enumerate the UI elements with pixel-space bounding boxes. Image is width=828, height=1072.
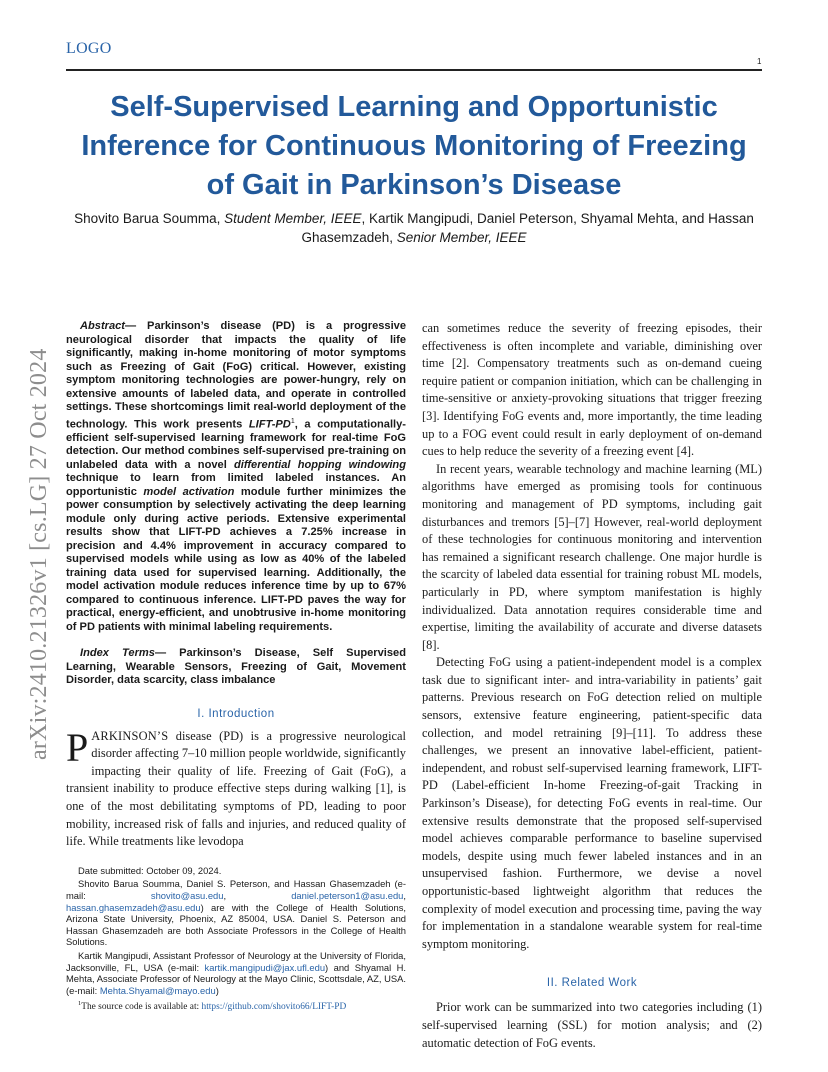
fn1-text-c: ,: [403, 890, 406, 902]
lift-pd-term: LIFT-PD: [248, 418, 291, 431]
email-link-mehta[interactable]: Mehta.Shyamal@mayo.edu: [99, 984, 216, 996]
right-body: [422, 320, 762, 953]
index-terms-text: — Parkinson’s Disease, Self Supervised Learning, Wearable Sensors, Freezing of Gait, Movement Disorder, data scarcity, class imbalance: [66, 647, 406, 687]
paragraph-3: Detecting FoG using a patient-independent model is a complex task due to significant inter- and intra-variability in patients’ gait patterns. Previous research on FoG detection relied on multiple sensors, extensive feature engineering, patient-specific data collection, and model retraining [9]–[11]. To address these challenges, we present an innovative label-efficient, patient-independent, and robust self-supervised learning framework, LIFT-PD (Label-efficient In-home Freezing-of-gait Tracking in Parkinson’s Disease), for detecting FoG events in real-time. Our extensive results demonstrate that the proposed self-supervised model achieves comparable performance to baseline supervised models, despite using much fewer labeled instances and in an unsupervised fashion. Furthermore, we devise a novel opportunistic-based lightweight algorithm that reduces the complexity of model execution and processing time, paving the way for implementation in a standalone wearable system for real-time symptom monitoring.: [422, 655, 762, 951]
abstract-text-4: module further minimizes the power consumption by selectively activating the deep learning module only during active periods. Extensive experimental results show that LIFT-PD achieves a 7.25% increase in precision and 4.4% improvement in accuracy compared to supervised models while using as low as 40% of the labeled training data used for supervised learning. Additionally, the model activation module reduces inference time by up to 67% compared to continuous inference. LIFT-PD paves the way for practical, energy-efficient, and unobtrusive in-home monitoring of PD patients with minimal labeling requirements.: [66, 485, 406, 633]
paragraph-2: In recent years, wearable technology and machine learning (ML) algorithms have emerged as promising tools for continuous monitoring and management of PD symptoms, including gait disturbances and tremors [5]–[7] However, real-world deployment of these technologies for continuous monitoring and intervention has remained a significant research challenge. One major hurdle is the scarcity of labeled data essential for training robust ML models, particularly in PD, where symptom manifestation is highly individualized. Data annotation requires considerable time and expertise, limiting the availability of accurate and diverse datasets [8].: [422, 461, 762, 652]
author-text-1: Shovito Barua Soumma,: [74, 211, 225, 226]
email-link-peterson[interactable]: daniel.peterson1@asu.edu: [291, 890, 404, 902]
introduction-body: [66, 724, 406, 851]
email-link-mangipudi[interactable]: kartik.mangipudi@jax.ufl.edu: [204, 961, 326, 973]
index-terms: [66, 647, 406, 688]
fn2-text-a: Kartik Mangipudi, Assistant Professor of Neurology at the University of Florida, Jacksonville, FL, USA (e-mail:: [66, 950, 406, 973]
source-footnote-marker: 1: [78, 1000, 82, 1008]
footnote-date: Date submitted: October 09, 2024.: [78, 864, 222, 876]
footnote-source-code: [66, 998, 406, 1014]
paragraph-4: Prior work can be summarized into two categories including (1) self-supervised learning (SSL) for motion analysis; and (2) automatic detection of FoG events.: [422, 1000, 762, 1050]
section-heading-related-work: II. Related Work: [546, 977, 638, 990]
author-role-2: Senior Member, IEEE: [396, 229, 527, 245]
index-terms-lead: Index Terms: [80, 647, 155, 660]
author-text-2: , Kartik Mangipudi, Daniel Peterson, Shyamal Mehta, and Hassan Ghasemzadeh,: [301, 211, 754, 245]
related-work-body: [422, 999, 762, 1052]
email-link-ghasemzadeh[interactable]: hassan.ghasemzadeh@asu.edu: [66, 901, 201, 913]
journal-logo: LOGO: [66, 40, 112, 57]
abstract-text-3: technique to learn from limited labeled instances. An opportunistic: [66, 472, 406, 498]
fn1-text-b: ,: [223, 890, 292, 902]
drop-cap: P: [66, 724, 89, 770]
fn1-text-a: Shovito Barua Soumma, Daniel S. Peterson, and Hassan Ghasemzadeh (e-mail:: [66, 878, 406, 902]
fn2-text-b: ) and Shyamal H. Mehta, Associate Professor of Neurology at the Mayo Clinic, Scottsdale, AZ, USA. (e-mail:: [66, 961, 406, 996]
paragraph-1: can sometimes reduce the severity of freezing episodes, their effectiveness is often incomplete and variable, diminishing over time [2]. Compensatory treatments such as on-demand cueing require patient or companion initiation, which can be challenging in time-sensitive or anxiety-provoking situations that trigger freezing [3]. Identifying FoG events and, more importantly, the time leading up to a FOG event could result in early deployment of on-demand cues to help reduce the severity of a freezing event [4].: [422, 321, 762, 459]
abstract-text-2: , a computationally-efficient self-supervised learning framework for real-time FoG detection. Our method combines self-supervised pre-training on unlabeled data with a novel: [66, 418, 406, 471]
abstract: [66, 320, 406, 634]
abstract-lead: Abstract: [80, 320, 126, 332]
left-column: [66, 320, 406, 1016]
paper-title: Self-Supervised Learning and Opportunistic Inference for Continuous Monitoring of Freezing of Gait in Parkinson’s Disease: [81, 91, 747, 201]
abstract-text-1: — Parkinson’s disease (PD) is a progressive neurological disorder that impacts the quality of life significantly, making in-home monitoring of motor symptoms such as Freezing of Gait (FoG) critical. However, existing symptom monitoring technologies are power-hungry, rely on extensive amounts of labeled data, and operate in controlled settings. These shortcomings limit real-world deployment of the technology. This work presents: [66, 320, 406, 431]
fn1-text-d: ) are with the College of Health Solutions, Arizona State University, Phoenix, AZ 85004, USA. Daniel S. Peterson and Hassan Ghasemzadeh are both Associate Professors in the College of Health Solutions.: [66, 901, 406, 948]
section-heading-introduction: I. Introduction: [197, 707, 275, 720]
footnote-marker: 1: [290, 417, 295, 425]
page-number: 1: [757, 57, 762, 66]
model-activation-term: model activation: [143, 485, 235, 498]
header-rule: [66, 69, 762, 71]
intro-caps: ARKINSON’S: [91, 728, 169, 743]
right-column: [422, 320, 762, 1052]
source-text: The source code is available at:: [81, 1002, 202, 1013]
github-link[interactable]: https://github.com/shovito66/LIFT-PD: [201, 1002, 347, 1013]
arxiv-stamp: arXiv:2410.21326v1 [cs.LG] 27 Oct 2024: [26, 348, 52, 760]
author-role-1: Student Member, IEEE: [224, 211, 362, 226]
email-link-shovito[interactable]: shovito@asu.edu: [150, 890, 224, 902]
dhw-term: differential hopping windowing: [234, 458, 406, 471]
footnote-affiliation-1: [66, 878, 406, 948]
footnote-affiliation-2: [66, 950, 406, 996]
footnotes: [66, 865, 406, 1014]
fn2-text-c: ): [215, 984, 219, 996]
author-list: [66, 210, 762, 247]
intro-paragraph: disease (PD) is a progressive neurological disorder affecting 7–10 million people worldwide, significantly impacting their quality of life. Freezing of Gait (FoG), a transient inability to produce effective steps during walking [1], is one of the most debilitating symptoms of PD, leading to poor mobility, increased risk of falls and injuries, and reduced quality of life. While treatments like levodopa: [66, 728, 406, 849]
